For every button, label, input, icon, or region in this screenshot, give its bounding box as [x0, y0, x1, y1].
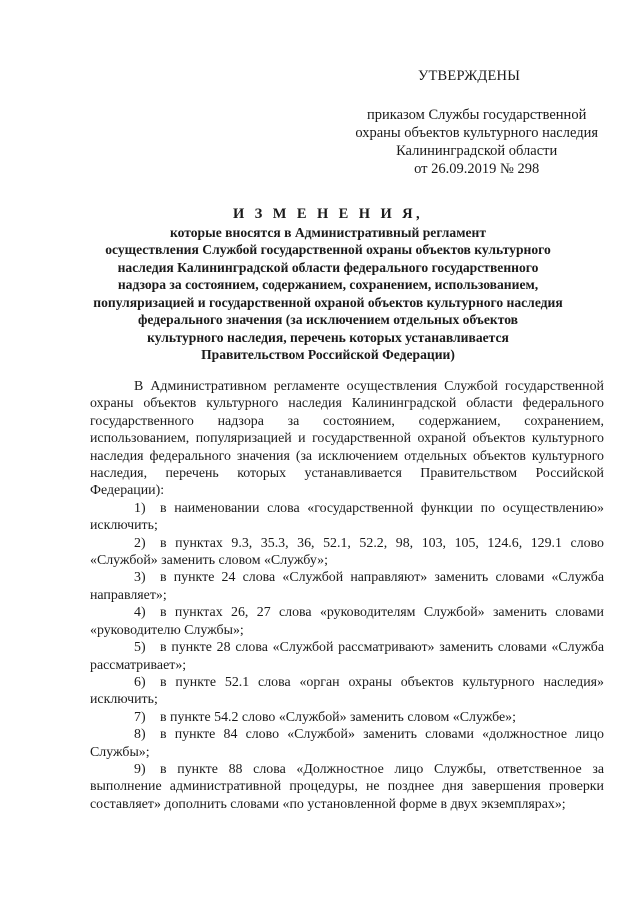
approval-line: охраны объектов культурного наследия — [355, 125, 598, 141]
intro-paragraph: В Административном регламенте осуществления Службой государственной охраны объектов культурного наследия Калининградской области федерального государственного надзора за состоянием, содержанием, сохранением, использованием, популяризацией и государственной охраной объектов культурного наследия федерального значения (за исключением отдельных объектов культурного наследия, перечень которых устанавливается Правительством Российской Федерации): — [90, 379, 604, 499]
item-number: 7) — [134, 709, 146, 725]
list-item — [90, 639, 604, 674]
heading-title: И З М Е Н Е Н И Я, — [232, 206, 424, 222]
approval-line: от 26.09.2019 № 298 — [414, 161, 540, 177]
list-item — [90, 500, 604, 535]
item-number: 2) — [134, 535, 146, 551]
list-item — [90, 604, 604, 639]
heading-line: популяризацией и государственной охраной объектов культурного наследия — [93, 294, 563, 310]
list-item — [90, 761, 604, 813]
list-item — [90, 569, 604, 604]
approval-details — [355, 106, 598, 178]
approval-line: Калининградской области — [396, 143, 558, 159]
heading-line: осуществления Службой государственной охраны объектов культурного — [105, 242, 551, 257]
item-text: в пункте 52.1 слова «орган охраны объектов культурного наследия» исключить; — [90, 674, 604, 708]
item-number: 5) — [134, 640, 146, 656]
item-number: 1) — [134, 500, 146, 516]
item-text: в наименовании слова «государственной функции по осуществлению» исключить; — [90, 500, 604, 534]
item-text: в пунктах 26, 27 слова «руководителям Службой» заменить словами «руководителю Службы»; — [90, 605, 604, 638]
heading-line: которые вносятся в Административный регламент — [169, 224, 487, 240]
item-number: 3) — [134, 570, 146, 586]
heading-line: надзора за состоянием, содержанием, сохранением, использованием, — [117, 277, 539, 292]
heading-line: культурного наследия, перечень которых устанавливается — [147, 329, 509, 345]
item-number: 9) — [134, 761, 146, 777]
item-text: в пунктах 9.3, 35.3, 36, 52.1, 52.2, 98, 103, 105, 124.6, 129.1 слово «Службой» заменить словом «Службу»; — [90, 535, 604, 569]
item-number: 6) — [134, 674, 146, 690]
approval-title: УТВЕРЖДЕНЫ — [418, 68, 521, 84]
list-item — [90, 726, 604, 761]
heading-line: Правительством Российской Федерации) — [201, 347, 455, 362]
item-text: в пункте 88 слова «Должностное лицо Службы, ответственное за выполнение административной процедуры, не позднее дня завершения проверки составляет» дополнить словами «по установленной форме в двух экземплярах»; — [90, 761, 604, 812]
item-number: 8) — [134, 727, 146, 743]
heading-line: наследия Калининградской области федерального государственного — [117, 259, 539, 275]
approval-line: приказом Службы государственной — [367, 107, 587, 123]
item-text: в пункте 28 слова «Службой рассматривают» заменить словами «Служба рассматривает»; — [90, 640, 604, 673]
list-item — [90, 535, 604, 570]
document-body — [90, 378, 604, 813]
item-text: в пункте 54.2 слово «Службой» заменить словом «Службе»; — [160, 709, 516, 725]
item-text: в пункте 84 слово «Службой» заменить словами «должностное лицо Службы»; — [90, 727, 604, 760]
list-item — [90, 709, 604, 726]
heading-line: федерального значения (за исключением отдельных объектов — [137, 312, 519, 327]
document-heading — [78, 206, 578, 364]
item-text: в пункте 24 слова «Службой направляют» заменить словами «Служба направляет»; — [90, 570, 604, 603]
list-item — [90, 674, 604, 709]
item-number: 4) — [134, 605, 146, 621]
